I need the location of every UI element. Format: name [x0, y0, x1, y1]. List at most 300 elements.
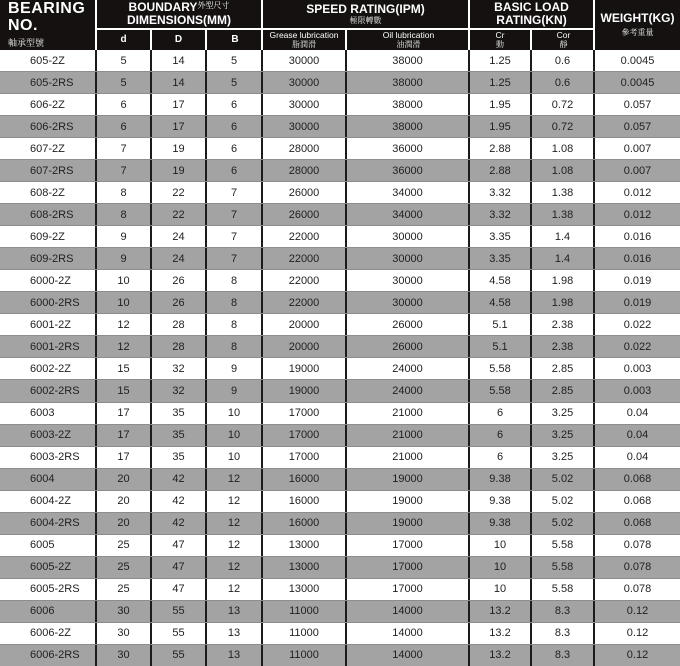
cell-D: 47 [152, 535, 207, 556]
cell-grease: 26000 [263, 204, 347, 225]
cell-weight: 0.078 [623, 583, 652, 596]
cell-d: 25 [97, 557, 152, 578]
cell-oil: 30000 [347, 226, 470, 247]
cell-cr: 2.88 [470, 138, 532, 159]
cell-cor: 8.3 [532, 623, 595, 644]
cell-weight: 0.078 [623, 561, 652, 574]
cell-cr: 3.35 [470, 226, 532, 247]
table-row [0, 578, 680, 600]
cell-grease: 17000 [263, 425, 347, 446]
cell-cr: 2.88 [470, 160, 532, 181]
cell-weight: 0.078 [623, 539, 652, 552]
cell-cr: 5.58 [470, 380, 532, 401]
cell-d: 12 [97, 336, 152, 357]
cell-cor: 5.02 [532, 491, 595, 512]
cell-d: 10 [97, 270, 152, 291]
table-row [0, 50, 680, 71]
cell-weight: 0.068 [623, 473, 652, 486]
cell-D: 32 [152, 380, 207, 401]
table-row [0, 225, 680, 247]
cell-cr: 4.58 [470, 292, 532, 313]
cell-model: 606-2Z [0, 94, 97, 115]
cell-model: 607-2RS [0, 160, 97, 181]
cell-grease: 30000 [263, 50, 347, 71]
table-row [0, 424, 680, 446]
cell-B: 13 [207, 601, 263, 622]
cell-weight: 0.016 [623, 230, 652, 243]
cell-D: 55 [152, 601, 207, 622]
cell-cor: 8.3 [532, 601, 595, 622]
cell-B: 12 [207, 535, 263, 556]
cell-D: 32 [152, 358, 207, 379]
cell-cr: 6 [470, 403, 532, 424]
cell-cr: 9.38 [470, 469, 532, 490]
header-col-cor [532, 30, 595, 50]
header-oil-en: Oil lubrication [382, 29, 435, 40]
cell-oil: 19000 [347, 469, 470, 490]
table-row [0, 446, 680, 468]
cell-cr: 5.1 [470, 336, 532, 357]
cell-cr: 4.58 [470, 270, 532, 291]
cell-B: 10 [207, 447, 263, 468]
cell-weight: 0.019 [623, 274, 652, 287]
header-speed-title-zh: 極限轉數 [349, 16, 382, 26]
cell-model: 6003 [0, 403, 97, 424]
cell-model: 6000-2Z [0, 270, 97, 291]
cell-cor: 1.98 [532, 292, 595, 313]
cell-B: 8 [207, 270, 263, 291]
cell-grease: 30000 [263, 116, 347, 137]
cell-cr: 10 [470, 535, 532, 556]
cell-oil: 17000 [347, 535, 470, 556]
cell-B: 5 [207, 50, 263, 71]
cell-d: 25 [97, 535, 152, 556]
cell-cor: 0.6 [532, 50, 595, 71]
cell-B: 12 [207, 579, 263, 600]
header-col-grease-lubrication [263, 30, 347, 50]
header-group-basic-load-rating [470, 0, 595, 50]
cell-weight: 0.019 [623, 296, 652, 309]
cell-cor: 0.72 [532, 94, 595, 115]
cell-cor: 1.4 [532, 248, 595, 269]
cell-cr: 5.1 [470, 314, 532, 335]
cell-weight: 0.007 [623, 164, 652, 177]
cell-D: 19 [152, 160, 207, 181]
header-load-subrow [470, 30, 593, 50]
cell-oil: 14000 [347, 601, 470, 622]
cell-cor: 2.38 [532, 314, 595, 335]
cell-weight: 0.016 [623, 252, 652, 265]
cell-cor: 5.58 [532, 557, 595, 578]
table-row [0, 534, 680, 556]
cell-d: 6 [97, 116, 152, 137]
cell-oil: 17000 [347, 579, 470, 600]
table-row [0, 291, 680, 313]
table-row [0, 203, 680, 225]
cell-cr: 9.38 [470, 491, 532, 512]
cell-B: 8 [207, 292, 263, 313]
cell-oil: 17000 [347, 557, 470, 578]
table-row [0, 644, 680, 666]
cell-cor: 2.38 [532, 336, 595, 357]
cell-oil: 38000 [347, 116, 470, 137]
cell-cor: 0.6 [532, 72, 595, 93]
header-weight-zh: 參考重量 [621, 28, 654, 38]
cell-grease: 28000 [263, 138, 347, 159]
cell-cor: 0.72 [532, 116, 595, 137]
table-row [0, 93, 680, 115]
cell-oil: 38000 [347, 50, 470, 71]
cell-D: 26 [152, 292, 207, 313]
cell-d: 8 [97, 182, 152, 203]
cell-cr: 1.95 [470, 94, 532, 115]
table-row [0, 71, 680, 93]
header-col-B: B [231, 34, 239, 46]
cell-model: 6005 [0, 535, 97, 556]
cell-weight: 0.007 [623, 142, 652, 155]
cell-B: 6 [207, 138, 263, 159]
cell-D: 24 [152, 226, 207, 247]
header-cr-zh: 動 [496, 40, 504, 50]
table-row [0, 600, 680, 622]
cell-cr: 9.38 [470, 513, 532, 534]
table-row [0, 622, 680, 644]
header-load-title1: BASIC LOAD [494, 0, 569, 14]
cell-grease: 16000 [263, 469, 347, 490]
cell-d: 20 [97, 469, 152, 490]
cell-model: 609-2RS [0, 248, 97, 269]
table-row [0, 357, 680, 379]
header-cr-en: Cr [495, 29, 505, 40]
cell-model: 609-2Z [0, 226, 97, 247]
cell-d: 12 [97, 314, 152, 335]
cell-weight: 0.0045 [620, 76, 655, 89]
table-row [0, 335, 680, 357]
cell-model: 6003-2RS [0, 447, 97, 468]
cell-B: 12 [207, 557, 263, 578]
cell-oil: 21000 [347, 403, 470, 424]
cell-B: 7 [207, 248, 263, 269]
cell-model: 605-2RS [0, 72, 97, 93]
cell-oil: 30000 [347, 292, 470, 313]
cell-model: 608-2Z [0, 182, 97, 203]
cell-model: 608-2RS [0, 204, 97, 225]
cell-B: 12 [207, 513, 263, 534]
header-bearing-line1: BEARING [8, 0, 86, 18]
cell-D: 28 [152, 314, 207, 335]
cell-D: 35 [152, 425, 207, 446]
cell-oil: 36000 [347, 138, 470, 159]
cell-D: 19 [152, 138, 207, 159]
table-row [0, 269, 680, 291]
cell-grease: 13000 [263, 579, 347, 600]
table-row [0, 490, 680, 512]
table-row [0, 379, 680, 401]
cell-oil: 24000 [347, 380, 470, 401]
table-row [0, 137, 680, 159]
header-boundary-title1: BOUNDARY [128, 0, 198, 14]
cell-cor: 5.02 [532, 469, 595, 490]
table-row [0, 181, 680, 203]
header-speed-subrow [263, 30, 468, 50]
cell-oil: 14000 [347, 623, 470, 644]
cell-model: 605-2Z [0, 50, 97, 71]
cell-D: 14 [152, 72, 207, 93]
cell-grease: 30000 [263, 72, 347, 93]
header-bearing-zh: 軸承型號 [8, 37, 45, 48]
cell-weight: 0.04 [626, 451, 649, 464]
header-oil-zh: 油潤滑 [396, 40, 421, 50]
cell-grease: 20000 [263, 314, 347, 335]
cell-cor: 3.25 [532, 425, 595, 446]
cell-weight: 0.0045 [620, 54, 655, 67]
cell-d: 10 [97, 292, 152, 313]
cell-cr: 3.32 [470, 204, 532, 225]
cell-grease: 19000 [263, 380, 347, 401]
cell-cor: 2.85 [532, 380, 595, 401]
cell-model: 6004-2RS [0, 513, 97, 534]
cell-grease: 22000 [263, 292, 347, 313]
table-row [0, 159, 680, 181]
table-row [0, 247, 680, 269]
header-group-boundary-dimensions [97, 0, 263, 50]
header-weight-title: WEIGHT(KG) [600, 10, 675, 25]
cell-D: 14 [152, 50, 207, 71]
cell-model: 6005-2RS [0, 579, 97, 600]
cell-D: 47 [152, 557, 207, 578]
cell-D: 17 [152, 116, 207, 137]
cell-weight: 0.057 [623, 120, 652, 133]
cell-B: 7 [207, 182, 263, 203]
header-bearing-line2: NO. [8, 16, 38, 34]
header-boundary-title2: DIMENSIONS(MM) [127, 13, 231, 27]
cell-model: 6004 [0, 469, 97, 490]
cell-weight: 0.022 [623, 318, 652, 331]
cell-B: 12 [207, 491, 263, 512]
cell-weight: 0.12 [626, 649, 649, 662]
header-col-d: d [97, 30, 152, 50]
cell-cor: 1.38 [532, 204, 595, 225]
header-speed-title-en: SPEED RATING(IPM) [306, 1, 425, 16]
cell-cr: 13.2 [470, 645, 532, 666]
cell-grease: 17000 [263, 447, 347, 468]
table-row [0, 512, 680, 534]
cell-oil: 21000 [347, 425, 470, 446]
cell-model: 6003-2Z [0, 425, 97, 446]
cell-cor: 3.25 [532, 447, 595, 468]
table-row [0, 115, 680, 137]
cell-d: 7 [97, 160, 152, 181]
cell-model: 6006-2Z [0, 623, 97, 644]
header-cor-zh: 靜 [559, 40, 568, 50]
header-grease-zh: 脂潤滑 [292, 40, 316, 50]
cell-model: 6005-2Z [0, 557, 97, 578]
cell-oil: 34000 [347, 204, 470, 225]
cell-weight: 0.068 [623, 495, 652, 508]
cell-D: 26 [152, 270, 207, 291]
header-group-speed-rating [263, 0, 470, 50]
cell-oil: 26000 [347, 336, 470, 357]
cell-weight: 0.003 [623, 384, 652, 397]
cell-oil: 30000 [347, 248, 470, 269]
cell-grease: 26000 [263, 182, 347, 203]
cell-grease: 16000 [263, 491, 347, 512]
cell-B: 6 [207, 94, 263, 115]
cell-cor: 8.3 [532, 645, 595, 666]
cell-oil: 26000 [347, 314, 470, 335]
cell-cr: 13.2 [470, 623, 532, 644]
cell-model: 6006-2RS [0, 645, 97, 666]
cell-oil: 21000 [347, 447, 470, 468]
cell-weight: 0.04 [626, 407, 649, 420]
cell-oil: 34000 [347, 182, 470, 203]
cell-B: 8 [207, 336, 263, 357]
header-col-oil-lubrication [347, 30, 470, 50]
header-grease-en: Grease lubrication [269, 29, 339, 40]
table-body [0, 50, 680, 666]
cell-D: 55 [152, 623, 207, 644]
cell-D: 42 [152, 491, 207, 512]
cell-D: 28 [152, 336, 207, 357]
cell-D: 42 [152, 513, 207, 534]
header-cor-en: Cor [556, 29, 571, 40]
cell-cor: 2.85 [532, 358, 595, 379]
cell-D: 35 [152, 403, 207, 424]
cell-model: 6002-2RS [0, 380, 97, 401]
cell-cr: 3.35 [470, 248, 532, 269]
cell-d: 30 [97, 623, 152, 644]
cell-grease: 11000 [263, 601, 347, 622]
cell-cor: 5.58 [532, 535, 595, 556]
header-col-cr [470, 30, 532, 50]
table-header [0, 0, 680, 50]
cell-grease: 13000 [263, 557, 347, 578]
cell-oil: 36000 [347, 160, 470, 181]
cell-cr: 5.58 [470, 358, 532, 379]
cell-cr: 1.25 [470, 50, 532, 71]
cell-cr: 3.32 [470, 182, 532, 203]
cell-d: 15 [97, 380, 152, 401]
table-row [0, 556, 680, 578]
cell-weight: 0.068 [623, 517, 652, 530]
cell-B: 6 [207, 160, 263, 181]
cell-weight: 0.003 [623, 362, 652, 375]
table-row [0, 313, 680, 335]
cell-d: 8 [97, 204, 152, 225]
cell-oil: 19000 [347, 513, 470, 534]
cell-D: 17 [152, 94, 207, 115]
cell-cr: 1.25 [470, 72, 532, 93]
cell-grease: 17000 [263, 403, 347, 424]
cell-cor: 3.25 [532, 403, 595, 424]
cell-d: 17 [97, 447, 152, 468]
cell-model: 6004-2Z [0, 491, 97, 512]
cell-weight: 0.12 [626, 627, 649, 640]
cell-grease: 20000 [263, 336, 347, 357]
cell-grease: 11000 [263, 623, 347, 644]
cell-d: 6 [97, 94, 152, 115]
cell-D: 24 [152, 248, 207, 269]
header-boundary-zh: 外型尺寸 [197, 0, 230, 10]
cell-weight: 0.022 [623, 340, 652, 353]
cell-cor: 1.08 [532, 138, 595, 159]
cell-grease: 19000 [263, 358, 347, 379]
cell-D: 35 [152, 447, 207, 468]
cell-cr: 6 [470, 447, 532, 468]
cell-cor: 1.38 [532, 182, 595, 203]
cell-B: 12 [207, 469, 263, 490]
cell-d: 20 [97, 513, 152, 534]
header-boundary-subrow [97, 30, 261, 50]
cell-model: 607-2Z [0, 138, 97, 159]
cell-weight: 0.012 [623, 208, 652, 221]
cell-d: 30 [97, 601, 152, 622]
cell-d: 25 [97, 579, 152, 600]
cell-weight: 0.04 [626, 429, 649, 442]
cell-B: 10 [207, 425, 263, 446]
cell-d: 5 [97, 50, 152, 71]
cell-B: 6 [207, 116, 263, 137]
cell-oil: 38000 [347, 94, 470, 115]
cell-d: 5 [97, 72, 152, 93]
header-bearing-no [0, 0, 97, 50]
cell-B: 5 [207, 72, 263, 93]
cell-grease: 28000 [263, 160, 347, 181]
cell-B: 7 [207, 204, 263, 225]
cell-grease: 22000 [263, 226, 347, 247]
cell-cr: 6 [470, 425, 532, 446]
cell-model: 6000-2RS [0, 292, 97, 313]
cell-weight: 0.12 [626, 605, 649, 618]
cell-oil: 24000 [347, 358, 470, 379]
cell-d: 9 [97, 248, 152, 269]
cell-cr: 13.2 [470, 601, 532, 622]
cell-model: 6001-2RS [0, 336, 97, 357]
cell-d: 17 [97, 425, 152, 446]
cell-oil: 19000 [347, 491, 470, 512]
cell-grease: 22000 [263, 248, 347, 269]
cell-D: 47 [152, 579, 207, 600]
cell-d: 7 [97, 138, 152, 159]
cell-B: 9 [207, 358, 263, 379]
cell-model: 6006 [0, 601, 97, 622]
cell-weight: 0.057 [623, 98, 652, 111]
cell-cor: 1.98 [532, 270, 595, 291]
cell-grease: 13000 [263, 535, 347, 556]
cell-grease: 30000 [263, 94, 347, 115]
cell-B: 13 [207, 645, 263, 666]
header-load-title [470, 0, 593, 30]
header-speed-title [263, 0, 468, 30]
cell-D: 55 [152, 645, 207, 666]
cell-d: 15 [97, 358, 152, 379]
cell-B: 8 [207, 314, 263, 335]
cell-d: 9 [97, 226, 152, 247]
cell-cr: 10 [470, 579, 532, 600]
cell-model: 606-2RS [0, 116, 97, 137]
cell-cr: 10 [470, 557, 532, 578]
cell-D: 42 [152, 469, 207, 490]
header-boundary-title [97, 0, 261, 30]
cell-cor: 5.58 [532, 579, 595, 600]
cell-d: 17 [97, 403, 152, 424]
cell-oil: 30000 [347, 270, 470, 291]
cell-D: 22 [152, 182, 207, 203]
cell-grease: 11000 [263, 645, 347, 666]
header-load-title2: RATING(KN) [496, 13, 567, 27]
cell-model: 6002-2Z [0, 358, 97, 379]
cell-B: 9 [207, 380, 263, 401]
